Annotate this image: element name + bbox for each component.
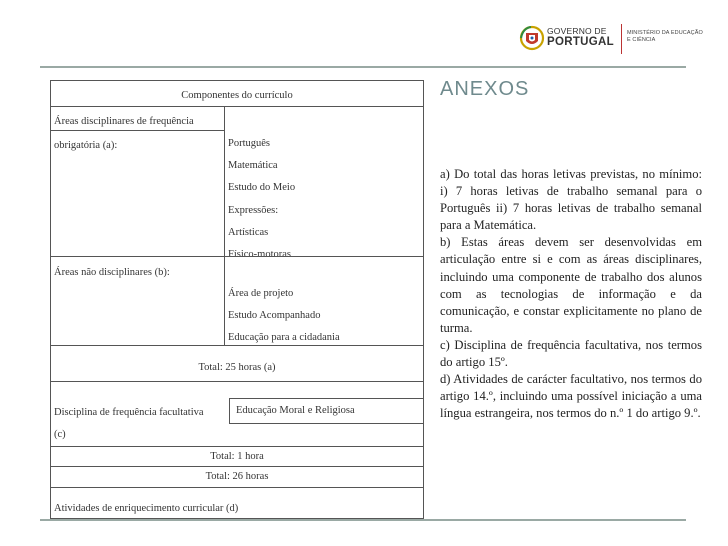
portugal-coat-of-arms-icon [519, 24, 545, 52]
logo-divider [621, 24, 622, 54]
list-item: Área de projeto [228, 288, 294, 299]
optional-item: Educação Moral e Religiosa [236, 405, 355, 416]
top-rule [40, 66, 686, 68]
total-26-hours: Total: 26 horas [205, 471, 269, 482]
government-line1: GOVERNO DE [547, 26, 607, 36]
list-item: Estudo do Meio [228, 182, 296, 193]
list-item: Português [228, 138, 270, 149]
table-notes [440, 166, 702, 422]
total-1-hour: Total: 1 hora [210, 451, 264, 462]
enrichment-activities: Atividades de enriquecimento curricular (d) [54, 503, 239, 514]
list-item: Artísticas [228, 227, 269, 238]
bottom-rule [40, 519, 686, 521]
table-header: Componentes do currículo [181, 90, 293, 101]
total-25-row [50, 345, 424, 382]
ministry-name [627, 30, 703, 44]
disciplinary-label-line1: Áreas disciplinares de frequência [54, 116, 194, 127]
non-disciplinary-label: Áreas não disciplinares (b): [54, 267, 170, 278]
optional-label-line2: (c) [54, 429, 66, 440]
optional-label-line1: Disciplina de frequência facultativa [54, 407, 204, 418]
disciplinary-label-top [51, 107, 225, 131]
government-line2: PORTUGAL [547, 36, 614, 48]
note-c: c) Disciplina de frequência facultativa, nos termos do artigo 15º. [440, 337, 702, 370]
list-item: Matemática [228, 160, 278, 171]
disciplinary-label-line2: obrigatória (a): [54, 140, 118, 151]
optional-discipline-row [50, 381, 424, 447]
note-a: a) Do total das horas letivas previstas, no mínimo: i) 7 horas letivas de trabalho semanal para o Português ii) 7 horas letivas de trabalho semanal para a Matemática. [440, 167, 702, 233]
list-item: Expressões: [228, 205, 279, 216]
ministry-line1: MINISTÉRIO DA EDUCAÇÃO [627, 30, 703, 36]
note-d: d) Atividades de carácter facultativo, nos termos do artigo 14.º, incluindo uma possível iniciação a uma língua estrangeira, nos termos do n.º 1 do artigo 9.º. [440, 372, 702, 421]
note-b: b) Estas áreas devem ser desenvolvidas em articulação entre si e com as áreas disciplinares, incluindo uma componente de trabalho dos alunos com as tecnologias de informação e da comunicação, e constar explicitamente no plano de turma. [440, 235, 702, 335]
total-25-hours: Total: 25 horas (a) [198, 362, 276, 373]
government-logo [519, 20, 719, 60]
disciplinary-areas-row [50, 106, 424, 260]
non-disciplinary-items [224, 257, 424, 345]
optional-item-cell [229, 398, 424, 424]
non-disciplinary-areas-row [50, 256, 424, 346]
list-item: Estudo Acompanhado [228, 310, 321, 321]
page-heading: ANEXOS [440, 78, 530, 100]
disciplinary-items [224, 130, 424, 260]
ministry-line2: E CIÊNCIA [627, 37, 656, 43]
total-26-row [50, 466, 424, 488]
total-1-row [50, 446, 424, 467]
table-header-row [50, 80, 424, 107]
list-item: Físico-motoras [228, 249, 291, 260]
list-item: Educação para a cidadania [228, 332, 340, 343]
enrichment-row [50, 487, 424, 519]
